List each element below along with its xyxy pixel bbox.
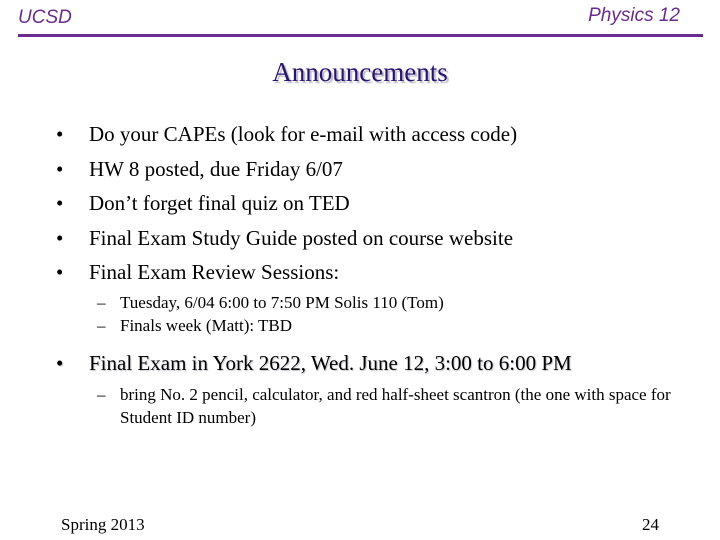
final-exam-list: [56, 348, 706, 378]
announcement-item: • HW 8 posted, due Friday 6/07: [56, 152, 696, 187]
footer-term: Spring 2013: [61, 515, 145, 534]
announcement-item: • Final Exam Study Guide posted on course website: [56, 221, 696, 256]
header-course-school: UCSD: [18, 7, 72, 28]
slide-title: Announcements: [272, 57, 448, 87]
slide-number: 24: [642, 515, 659, 534]
review-session-item: – Tuesday, 6/04 6:00 to 7:50 PM Solis 110 (Tom): [97, 291, 677, 314]
final-exam-detail-list: [97, 383, 677, 429]
announcement-item: • Do your CAPEs (look for e-mail with access code): [56, 117, 696, 152]
review-session-item: – Finals week (Matt): TBD: [97, 314, 677, 337]
header-divider: [18, 34, 703, 37]
header-course-name: Physics 12: [588, 5, 680, 26]
announcement-list: [56, 117, 696, 290]
review-session-list: [97, 291, 677, 337]
announcement-item: • Don’t forget final quiz on TED: [56, 186, 696, 221]
announcement-item: • Final Exam Review Sessions:: [56, 255, 696, 290]
final-exam-detail-item: – bring No. 2 pencil, calculator, and red half-sheet scantron (the one with space for Student ID number): [97, 383, 677, 429]
final-exam-item: • Final Exam in York 2622, Wed. June 12, 3:00 to 6:00 PM: [56, 348, 706, 378]
